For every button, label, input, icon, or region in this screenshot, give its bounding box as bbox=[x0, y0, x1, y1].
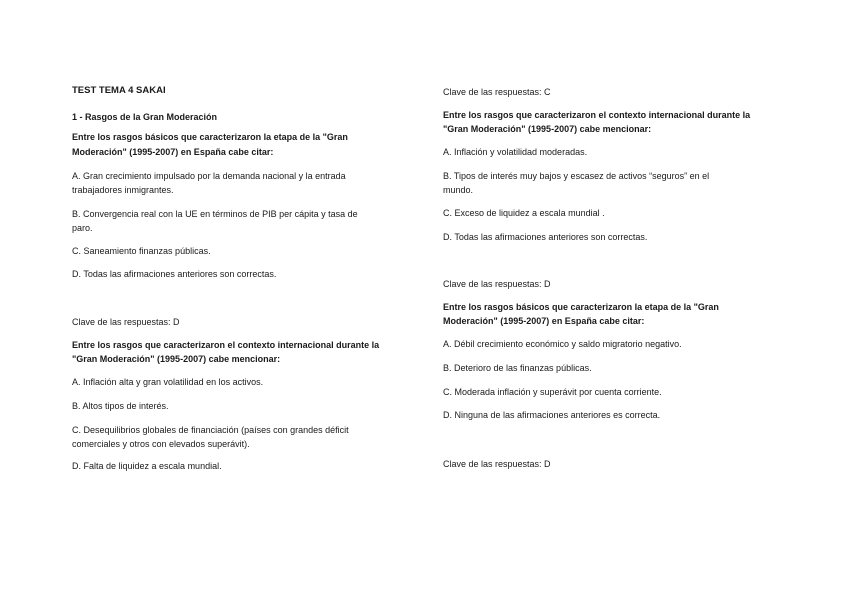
question-2-text: "Gran Moderación" (1995-2007) cabe mencionar: bbox=[72, 354, 281, 364]
question-3-text: Entre los rasgos que caracterizaron el contexto internacional durante la bbox=[443, 110, 751, 120]
question-1-option-d: D. Todas las afirmaciones anteriores son correctas. bbox=[72, 269, 277, 279]
answer-key-2: Clave de las respuestas: C bbox=[443, 87, 551, 97]
question-3-option-b: mundo. bbox=[443, 185, 474, 195]
answer-key-4: Clave de las respuestas: D bbox=[443, 459, 551, 469]
question-3-option-d: D. Todas las afirmaciones anteriores son correctas. bbox=[443, 232, 648, 242]
answer-key-3: Clave de las respuestas: D bbox=[443, 279, 551, 289]
question-1-text: Entre los rasgos básicos que caracterizaron la etapa de la "Gran bbox=[72, 132, 348, 142]
question-4-text: Moderación" (1995-2007) en España cabe citar: bbox=[443, 316, 645, 326]
question-3-option-b: B. Tipos de interés muy bajos y escasez de activos “seguros” en el bbox=[443, 171, 710, 181]
question-3-text: "Gran Moderación" (1995-2007) cabe mencionar: bbox=[443, 124, 652, 134]
question-1-text: Moderación" (1995-2007) en España cabe citar: bbox=[72, 147, 274, 157]
question-4-text: Entre los rasgos básicos que caracterizaron la etapa de la "Gran bbox=[443, 302, 719, 312]
question-1-option-b: paro. bbox=[72, 223, 93, 233]
question-4-option-c: C. Moderada inflación y superávit por cuenta corriente. bbox=[443, 387, 662, 397]
question-1-option-c: C. Saneamiento finanzas públicas. bbox=[72, 246, 211, 256]
answer-key-1: Clave de las respuestas: D bbox=[72, 317, 180, 327]
question-2-option-d: D. Falta de liquidez a escala mundial. bbox=[72, 461, 222, 471]
question-3-option-a: A. Inflación y volatilidad moderadas. bbox=[443, 147, 588, 157]
question-2-option-a: A. Inflación alta y gran volatilidad en los activos. bbox=[72, 377, 264, 387]
question-3-option-c: C. Exceso de liquidez a escala mundial . bbox=[443, 208, 605, 218]
question-2-option-c: comerciales y otros con elevados superávit). bbox=[72, 439, 250, 449]
question-1-option-b: B. Convergencia real con la UE en términos de PIB per cápita y tasa de bbox=[72, 209, 358, 219]
question-4-option-a: A. Débil crecimiento económico y saldo migratorio negativo. bbox=[443, 339, 682, 349]
section-heading: 1 - Rasgos de la Gran Moderación bbox=[72, 112, 218, 122]
question-2-text: Entre los rasgos que caracterizaron el contexto internacional durante la bbox=[72, 340, 380, 350]
question-2-option-c: C. Desequilibrios globales de financiación (países con grandes déficit bbox=[72, 425, 349, 435]
question-4-option-b: B. Deterioro de las finanzas públicas. bbox=[443, 363, 592, 373]
question-2-option-b: B. Altos tipos de interés. bbox=[72, 401, 169, 411]
question-1-option-a: A. Gran crecimiento impulsado por la demanda nacional y la entrada bbox=[72, 171, 346, 181]
question-4-option-d: D. Ninguna de las afirmaciones anteriores es correcta. bbox=[443, 410, 661, 420]
question-1-option-a: trabajadores inmigrantes. bbox=[72, 185, 174, 195]
document-title: TEST TEMA 4 SAKAI bbox=[72, 85, 166, 96]
